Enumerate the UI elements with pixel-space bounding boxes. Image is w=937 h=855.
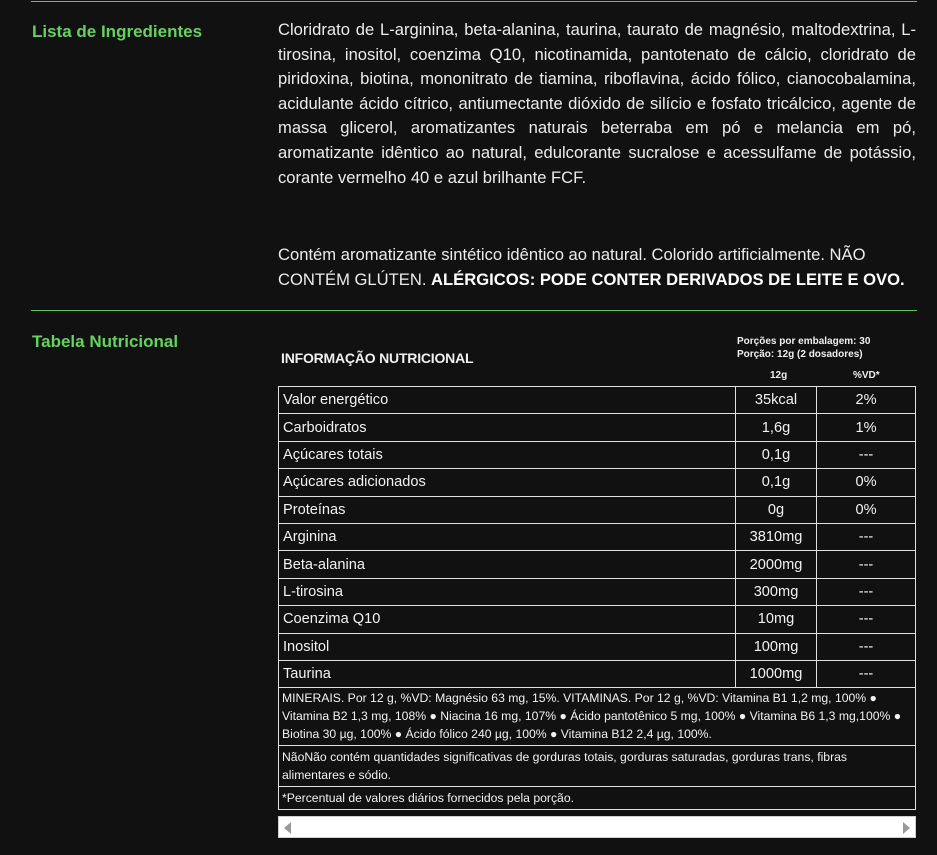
- nutrient-name: Açúcares totais: [279, 441, 736, 468]
- nutrient-amount: 1,6g: [736, 414, 817, 441]
- horizontal-scrollbar[interactable]: [278, 816, 916, 838]
- notice-plain-text: Contém aromatizante sintético idêntico ao natural. Colorido artificialmente. NÃO CONTÉM GLÚTEN.: [278, 245, 866, 289]
- not-significant-note: NãoNão contém quantidades significativas de gorduras totais, gorduras saturadas, gorduras trans, fibras alimentares e sódio.: [279, 745, 915, 786]
- daily-value-footnote: *Percentual de valores diários fornecidos pela porção.: [279, 786, 915, 809]
- table-row: [279, 633, 916, 660]
- nutrient-daily-value: ---: [817, 523, 916, 550]
- nutrient-daily-value: 0%: [817, 496, 916, 523]
- nutrient-daily-value: ---: [817, 578, 916, 605]
- table-row: [279, 387, 916, 414]
- table-row: [279, 496, 916, 523]
- nutrient-daily-value: ---: [817, 633, 916, 660]
- section-divider-top: [31, 1, 917, 2]
- nutrient-name: Açúcares adicionados: [279, 469, 736, 496]
- table-row: [279, 551, 916, 578]
- amount-column-header: 12g: [770, 370, 788, 381]
- nutrient-amount: 35kcal: [736, 387, 817, 414]
- scroll-left-arrow-icon[interactable]: [284, 822, 291, 834]
- nutrient-amount: 2000mg: [736, 551, 817, 578]
- nutrient-daily-value: 1%: [817, 414, 916, 441]
- nutrient-name: Valor energético: [279, 387, 736, 414]
- ingredients-list-text: Cloridrato de L-arginina, beta-alanina, taurina, taurato de magnésio, maltodextrina, L-tirosina, inositol, coenzima Q10, nicotinamida, pantotenato de cálcio, cloridrato de piridoxina, biotina, mononitrato de tiamina, riboflavina, ácido fólico, cianocobalamina, acidulante ácido cítrico, antiumectante dióxido de silício e fosfato tricálcico, agente de massa glicerol, aromatizantes naturais beterraba em pó e melancia em pó, aromatizante idêntico ao natural, edulcorante sucralose e acessulfame de potássio, corante vermelho 40 e azul brilhante FCF.: [278, 20, 916, 187]
- nutrient-amount: 100mg: [736, 633, 817, 660]
- nutrition-table-container: [278, 330, 916, 840]
- table-row: [279, 441, 916, 468]
- nutrient-name: Coenzima Q10: [279, 606, 736, 633]
- table-row: [279, 523, 916, 550]
- section-divider-middle: [31, 310, 917, 311]
- nutrient-amount: 10mg: [736, 606, 817, 633]
- nutrient-amount: 0,1g: [736, 441, 817, 468]
- portion-info: [737, 335, 870, 361]
- nutrient-amount: 1000mg: [736, 660, 817, 687]
- table-row: [279, 414, 916, 441]
- table-row: [279, 606, 916, 633]
- portions-per-package: Porções por embalagem: 30: [737, 336, 871, 347]
- table-row: [279, 660, 916, 687]
- portion-size: Porção: 12g (2 dosadores): [737, 349, 863, 360]
- ingredients-section-label: Lista de Ingredientes: [32, 22, 203, 41]
- nutrient-name: Inositol: [279, 633, 736, 660]
- nutrition-section-label: Tabela Nutricional: [32, 332, 179, 351]
- nutrient-amount: 0,1g: [736, 469, 817, 496]
- nutrient-daily-value: ---: [817, 551, 916, 578]
- minerals-vitamins-note: MINERAIS. Por 12 g, %VD: Magnésio 63 mg, 15%. VITAMINAS. Por 12 g, %VD: Vitamina B1 1,2 mg, 100% ● Vitamina B2 1,3 mg, 108% ● Niacina 16 mg, 107% ● Ácido pantotênico 5 mg, 100% ● Vitamina B6 1,3 mg,100% ● Biotina 30 µg, 100% ● Ácido fólico 240 µg, 100% ● Vitamina B12 2,4 µg, 100%.: [282, 691, 902, 741]
- nutrition-notes: [278, 687, 916, 810]
- nutrient-daily-value: ---: [817, 606, 916, 633]
- nutrient-name: Proteínas: [279, 496, 736, 523]
- nutrient-daily-value: 0%: [817, 469, 916, 496]
- nutrient-amount: 3810mg: [736, 523, 817, 550]
- nutrient-daily-value: 2%: [817, 387, 916, 414]
- nutrient-name: Beta-alanina: [279, 551, 736, 578]
- nutrient-name: Taurina: [279, 660, 736, 687]
- nutrient-amount: 300mg: [736, 578, 817, 605]
- table-row: [279, 469, 916, 496]
- nutrient-amount: 0g: [736, 496, 817, 523]
- nutrient-name: L-tirosina: [279, 578, 736, 605]
- table-row: [279, 578, 916, 605]
- nutrient-name: Arginina: [279, 523, 736, 550]
- nutrient-daily-value: ---: [817, 441, 916, 468]
- nutrient-name: Carboidratos: [279, 414, 736, 441]
- allergen-warning-text: ALÉRGICOS: PODE CONTER DERIVADOS DE LEITE E OVO.: [431, 269, 905, 289]
- allergen-notice: [278, 243, 918, 292]
- nutrition-table-title: INFORMAÇÃO NUTRICIONAL: [281, 350, 474, 366]
- nutrient-daily-value: ---: [817, 660, 916, 687]
- scroll-right-arrow-icon[interactable]: [903, 822, 910, 834]
- nutrition-table: [278, 386, 916, 688]
- vd-column-header: %VD*: [853, 370, 880, 381]
